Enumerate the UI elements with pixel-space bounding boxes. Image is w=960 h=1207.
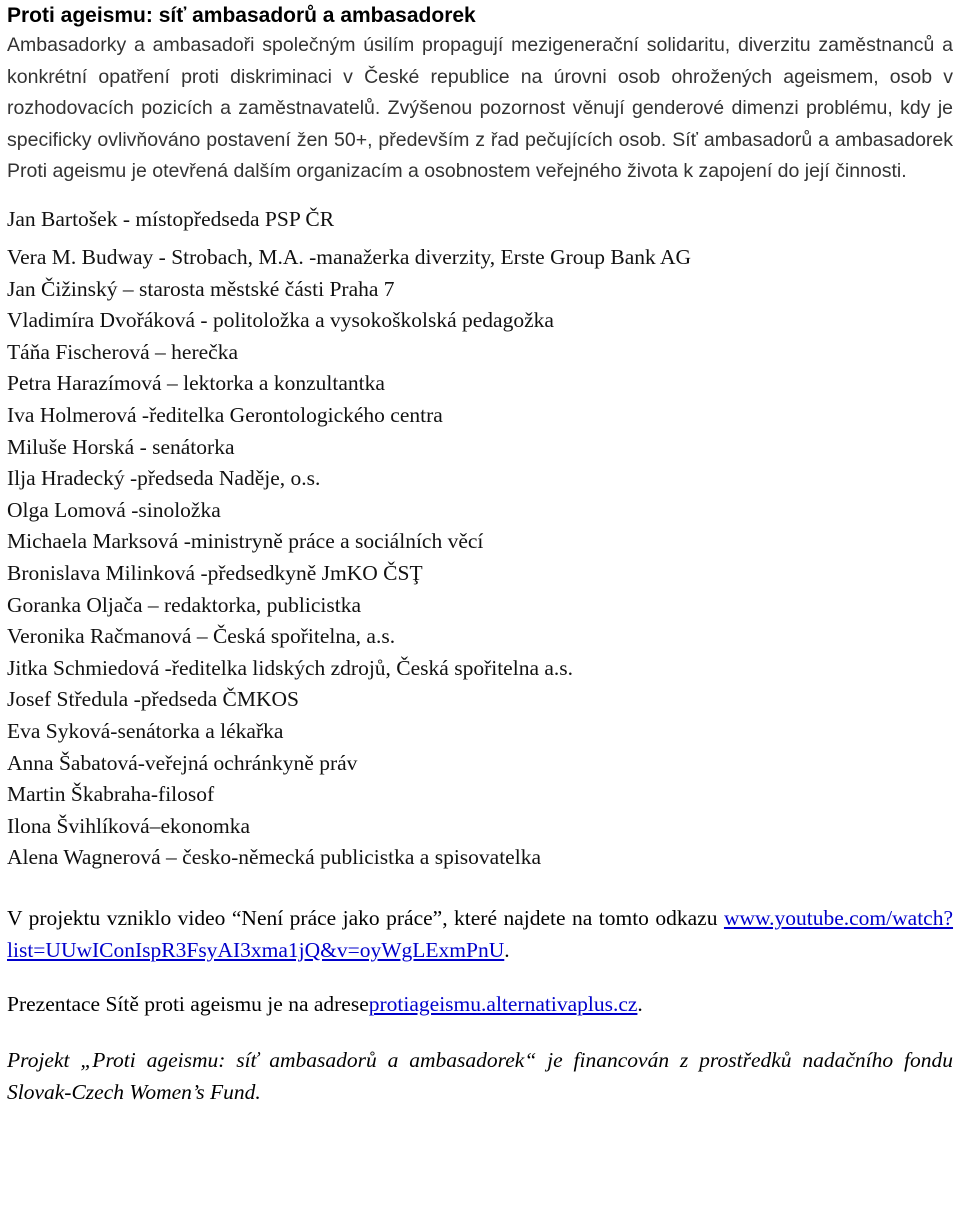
- list-item: Petra Harazímová – lektorka a konzultantka: [7, 371, 385, 396]
- list-item: Jitka Schmiedová -ředitelka lidských zdrojů, Česká spořitelna a.s.: [7, 655, 574, 680]
- list-item: Alena Wagnerová – česko-německá publicistka a spisovatelka: [7, 845, 541, 870]
- list-item: Jan Bartošek - místopředseda PSP ČR: [7, 206, 335, 231]
- intro-sentence-2: Zvýšenou pozornost věnují genderové dimenzi problému, kdy je specificky ovlivňováno postavení žen 50+, především z řad pečujících osob.: [7, 97, 954, 151]
- presentation-period: .: [637, 991, 643, 1016]
- video-paragraph: [7, 902, 953, 966]
- list-item: Vladimíra Dvořáková - politoložka a vysokoškolská pedagožka: [7, 308, 554, 333]
- list-item: Vera M. Budway - Strobach, M.A. -manažerka diverzity, Erste Group Bank AG: [7, 245, 692, 270]
- list-item: Veronika Račmanová – Česká spořitelna, a.s.: [7, 624, 396, 649]
- list-item: Michaela Marksová -ministryně práce a sociálních věcí: [7, 529, 484, 554]
- list-item: Bronislava Milinková -předsedkyně JmKO ČSŢ: [7, 561, 423, 586]
- list-item: Martin Škabraha-filosof: [7, 782, 215, 807]
- list-item: Miluše Horská - senátorka: [7, 434, 235, 459]
- presentation-text: Prezentace Sítě proti ageismu je na adrese: [7, 991, 369, 1016]
- ambassador-list: [7, 204, 953, 874]
- list-item: Ilona Švihlíková–ekonomka: [7, 813, 251, 838]
- list-item: Olga Lomová -sinoložka: [7, 497, 221, 522]
- presentation-link[interactable]: protiageismu.alternativaplus.cz: [368, 991, 638, 1016]
- video-link[interactable]: www.youtube.com/watch?list=UUwIConIspR3FsyAI3xma1jQ&v=oyWgLExmPnU: [7, 905, 954, 962]
- funding-paragraph: Projekt „Proti ageismu: síť ambasadorů a ambasadorek“ je financován z prostředků nadačního fondu Slovak-Czech Women’s Fund.: [7, 1047, 953, 1104]
- list-item: Goranka Oljača – redaktorka, publicistka: [7, 592, 362, 617]
- list-item: Táňa Fischerová – herečka: [7, 339, 239, 364]
- intro-sentence-1: Ambasadorky a ambasadoři společným úsilím propagují mezigenerační solidaritu, diverzitu zaměstnanců a konkrétní opatření proti diskriminaci v České republice na úrovni osob ohrožených ageismem, osob v rozhodovacích pozicích a zaměstnavatelů.: [7, 34, 953, 119]
- intro-sentence-3: Síť ambasadorů a ambasadorek Proti ageismu je otevřená dalším organizacím a osobnostem veřejného života k zapojení do její činnosti.: [7, 128, 954, 182]
- list-item: Josef Středula -předseda ČMKOS: [7, 687, 299, 712]
- document-title: Proti ageismu: síť ambasadorů a ambasadorek: [7, 4, 476, 27]
- presentation-paragraph: [7, 988, 953, 1020]
- video-period: .: [504, 937, 510, 962]
- list-item: Jan Čižinský – starosta městské části Praha 7: [7, 276, 395, 301]
- list-item: Ilja Hradecký -předseda Naděje, o.s.: [7, 466, 321, 491]
- video-text: V projektu vzniklo video “Není práce jako práce”, které najdete na tomto odkazu: [7, 905, 718, 930]
- intro-paragraph: [7, 30, 953, 188]
- list-item: Eva Syková-senátorka a lékařka: [7, 719, 284, 743]
- list-item: Anna Šabatová-veřejná ochránkyně práv: [7, 750, 358, 775]
- list-item: Iva Holmerová -ředitelka Gerontologického centra: [7, 403, 443, 428]
